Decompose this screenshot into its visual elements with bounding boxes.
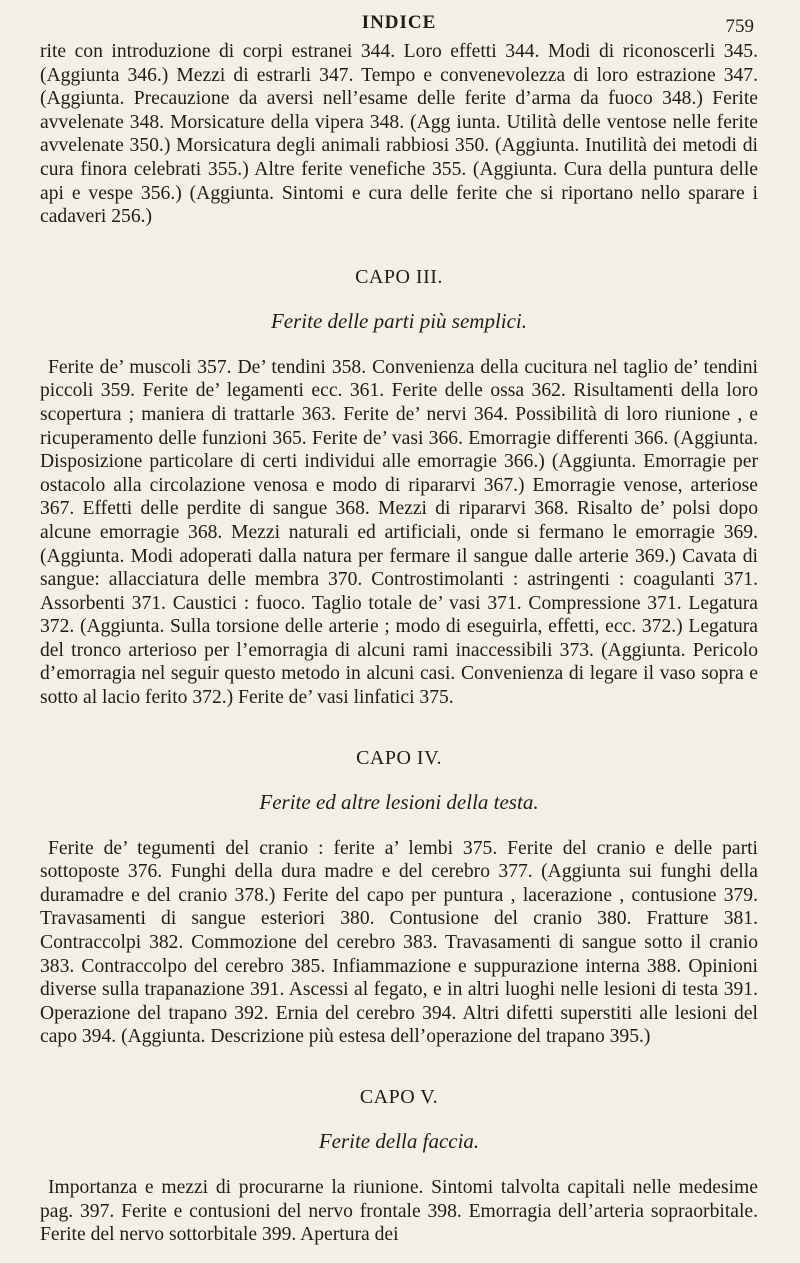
page-number: 759 <box>725 16 754 37</box>
page-header-title: INDICE <box>361 12 437 33</box>
running-head <box>40 6 758 40</box>
intro-paragraph: rite con introduzione di corpi estranei 344. Loro effetti 344. Modi di riconoscerli 345. (Aggiunta 346.) Mezzi di estrarli 347. Tempo e convenevolezza di loro estrazione 347. (Aggiunta. Precauzione da aversi nell’esame delle ferite d’arma da fuoco 348.) Ferite avvelenate 348. Morsicature della vipera 348. (Agg iunta. Utilità delle ventose nelle ferite avvelenate 350.) Morsicatura degli animali rabbiosi 350. (Aggiunta. Inutilità dei metodi di cura finora celebrati 355.) Altre ferite venefiche 355. (Aggiunta. Cura della puntura delle api e vespe 356.) (Aggiunta. Sintomi e cura delle ferite che si riportano nello sparare i cadaveri 256.) <box>40 41 758 228</box>
chapter-text-3: Ferite de’ muscoli 357. De’ tendini 358. Convenienza della cucitura nel taglio de’ tendini piccoli 359. Ferite de’ legamenti ecc. 361. Ferite delle ossa 362. Risultamenti della loro scopertura ; maniera di trattarle 363. Ferite de’ nervi 364. Possibilità di loro riunione , e ricuperamento delle funzioni 365. Ferite de’ vasi 366. Emorragie differenti 366. (Aggiunta. Disposizione particolare di certi individui alle emorragie 366.) (Aggiunta. Emorragie per ostacolo alla circolazione venosa e modo di ripararvi 367.) Emorragie venose, arteriose 367. Effetti delle perdite di sangue 368. Mezzi di ripararvi 368. Risalto de’ polsi dopo alcune emorragie 368. Mezzi naturali ed artificiali, onde si fermano le emorragie 369. (Aggiunta. Modi adoperati dalla natura per fermare il sangue dalle arterie 369.) Cavata di sangue: allacciatura delle membra 370. Controstimolanti : astringenti : coagulanti 371. Assorbenti 371. Caustici : fuoco. Taglio totale de’ vasi 371. Compressione 371. Legatura 372. (Aggiunta. Sulla torsione delle arterie ; modo di eseguirla, effetti, ecc. 372.) Legatura del tronco arterioso per l’emorragia di alcuni rami inaccessibili 373. (Aggiunta. Pericolo d’emorragia nel seguir questo metodo in alcuni casi. Convenienza di legare il vaso sopra e sotto al lacio ferito 372.) Ferite de’ vasi linfatici 375. <box>40 356 758 709</box>
chapter-heading-5: CAPO V. <box>359 1086 439 1108</box>
chapter-text-4: Ferite de’ tegumenti del cranio : ferite a’ lembi 375. Ferite del cranio e delle parti sottoposte 376. Funghi della dura madre e del cerebro 377. (Aggiunta sui funghi della duramadre e del cranio 378.) Ferite del capo per puntura , lacerazione , contusione 379. Travasamenti di sangue esteriori 380. Contusione del cranio 380. Fratture 381. Contraccolpi 382. Commozione del cerebro 383. Travasamenti di sangue sotto il cranio 383. Contraccolpo del cerebro 385. Infiammazione e suppurazione interna 388. Opinioni diverse sulla trapanazione 391. Ascessi al fegato, e in altri luoghi nelle lesioni di testa 391. Operazione del trapano 392. Ernia del cerebro 394. Altri difetti superstiti alle lesioni del capo 394. (Aggiunta. Descrizione più estesa dell’operazione del trapano 395.) <box>40 837 758 1048</box>
chapter-subtitle-5: Ferite della faccia. <box>318 1129 480 1153</box>
chapter-heading-4: CAPO IV. <box>356 746 442 769</box>
chapter-heading-3: CAPO III. <box>355 265 443 288</box>
chapter-subtitle-3: Ferite delle parti più semplici. <box>270 308 528 333</box>
chapter-text-5: Importanza e mezzi di procurarne la riunione. Sintomi talvolta capitali nelle medesime pag. 397. Ferite e contusioni del nervo frontale 398. Emorragia dell’arteria sopraorbitale. Ferite del nervo sottorbitale 399. Apertura dei <box>40 1177 758 1246</box>
chapter-subtitle-4: Ferite ed altre lesioni della testa. <box>259 789 539 814</box>
